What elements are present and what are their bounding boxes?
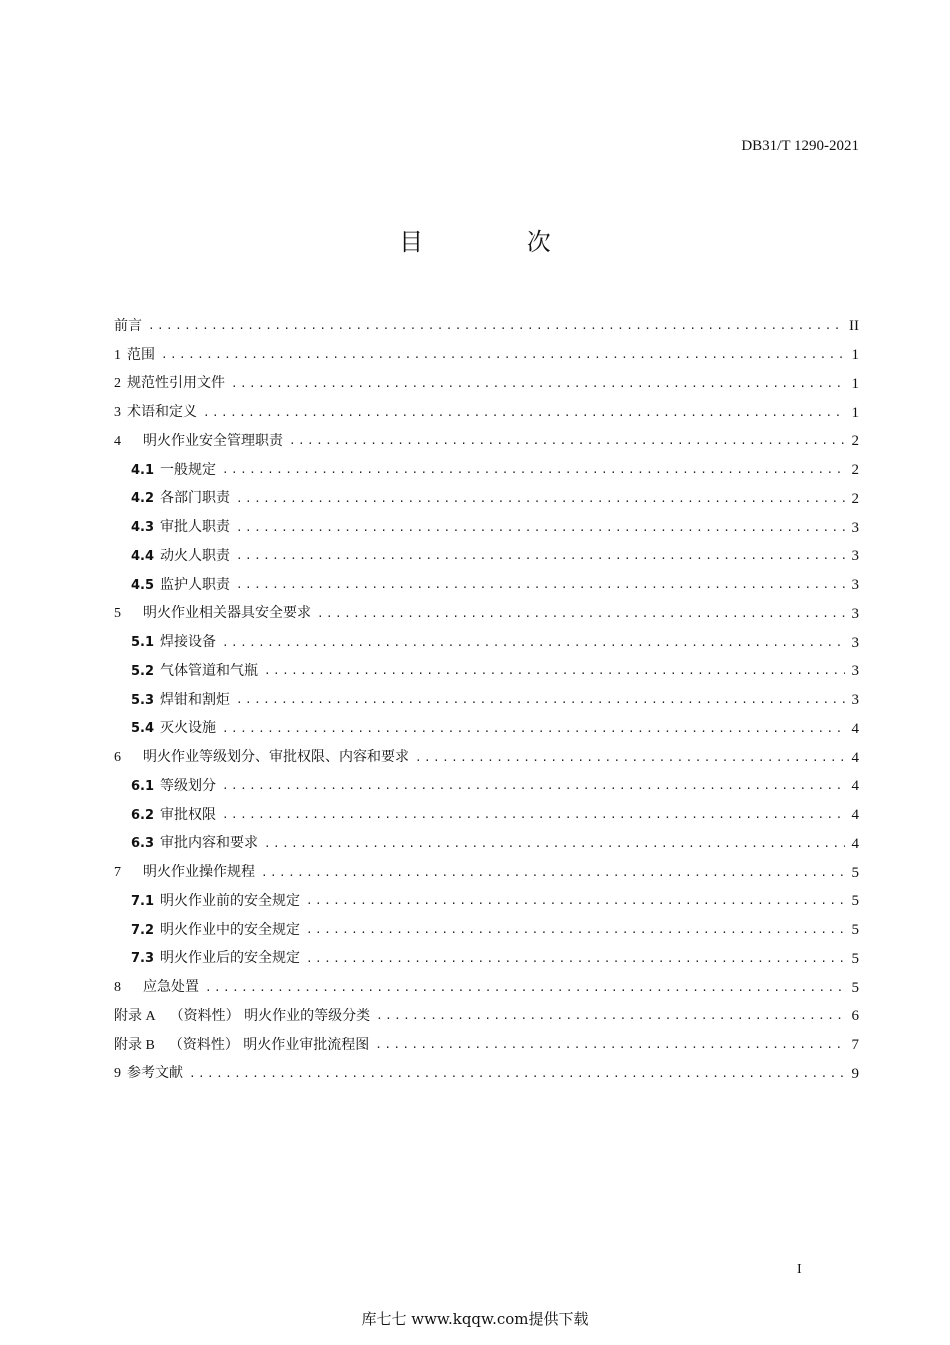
toc-entry-page: 3 [851,605,859,622]
toc-dot-leader [236,489,845,509]
toc-entry-label: 审批人职责 [160,519,231,536]
toc-entry-label: 明火作业等级划分、审批权限、内容和要求 [143,749,409,766]
toc-entry-page: 3 [851,548,859,565]
toc-entry-page: 5 [851,950,859,967]
toc-entry-number: 4.4 [131,548,155,564]
toc-entry-number: 6 [114,750,121,766]
toc-entry-page: 2 [851,462,859,479]
toc-entry[interactable] [114,312,859,341]
toc-entry-number: 8 [114,980,121,996]
toc-entry[interactable] [114,427,859,456]
toc-title: 目 次 [399,228,599,256]
toc-entry-label: 范围 [127,346,155,363]
toc-entry-page: 3 [851,519,859,536]
toc-entry-page: 3 [851,634,859,651]
toc-entry[interactable] [114,513,859,542]
toc-entry[interactable] [114,1031,859,1060]
toc-entry[interactable] [114,715,859,744]
toc-entry-page: 1 [851,404,859,421]
toc-entry[interactable] [114,542,859,571]
toc-dot-leader [231,374,845,394]
toc-entry-label: 明火作业后的安全规定 [160,950,301,967]
toc-entry-page: 4 [851,835,859,852]
toc-entry-title [114,1035,369,1056]
toc-entry-page: 2 [851,490,859,507]
toc-entry-number: 5.4 [131,721,155,737]
toc-entry[interactable] [114,743,859,772]
toc-entry-title [114,862,255,883]
toc-entry-label: （资料性） 明火作业审批流程图 [168,1036,370,1053]
page-number: I [797,1262,802,1277]
toc-entry-page: II [849,318,859,335]
toc-entry-label: 审批内容和要求 [160,835,259,852]
toc-entry-title [114,402,197,423]
toc-dot-leader [261,863,845,883]
toc-entry-label: 各部门职责 [160,490,231,507]
toc-entry-title [131,891,300,912]
toc-dot-leader [236,546,845,566]
toc-entry-number: 6.2 [131,807,155,823]
toc-dot-leader [222,805,845,825]
toc-entry-page: 3 [851,663,859,680]
toc-entry-title [131,517,230,538]
toc-entry-title [131,661,258,682]
toc-entry-label: 审批权限 [160,806,217,823]
toc-entry-label: 明火作业操作规程 [143,864,255,881]
toc-entry-number: 4 [114,433,121,449]
toc-entry-page: 3 [851,692,859,709]
table-of-contents [114,312,859,1088]
toc-entry-title [131,920,300,941]
toc-entry-number: 5.1 [131,635,155,651]
toc-dot-leader [161,345,845,365]
toc-entry[interactable] [114,858,859,887]
toc-entry-number: 4.1 [131,462,155,478]
toc-entry-title [131,718,216,739]
toc-entry[interactable] [114,628,859,657]
toc-entry-page: 4 [851,720,859,737]
toc-dot-leader [236,690,845,710]
toc-entry-title [114,345,155,366]
toc-entry-title [131,575,230,596]
toc-entry-number: 5.2 [131,663,155,679]
toc-entry-number: 5.3 [131,692,155,708]
toc-dot-leader [264,834,845,854]
toc-dot-leader [222,719,845,739]
toc-entry[interactable] [114,887,859,916]
toc-entry-title [131,488,230,509]
toc-entry-label: 焊钳和割炬 [160,691,231,708]
toc-entry-number: 1 [114,347,121,363]
toc-dot-leader [222,633,845,653]
toc-dot-leader [264,661,845,681]
toc-entry-number: 6.1 [131,778,155,794]
toc-entry-label: 前言 [114,318,142,335]
toc-entry-label: 明火作业安全管理职责 [143,432,283,449]
toc-entry-label: 参考文献 [127,1065,183,1082]
toc-entry-page: 4 [851,749,859,766]
toc-entry-label: 焊接设备 [160,634,217,651]
toc-entry-number: 9 [114,1066,121,1082]
toc-entry-number: 7.2 [131,922,155,938]
toc-entry-title [114,373,225,394]
toc-entry-title [114,1006,370,1027]
toc-entry-label: 明火作业相关器具安全要求 [143,605,311,622]
toc-entry-label: 动火人职责 [160,547,231,564]
toc-entry[interactable] [114,772,859,801]
toc-entry-title [114,747,409,768]
toc-dot-leader [289,431,845,451]
toc-entry-page: 5 [851,979,859,996]
toc-entry[interactable] [114,916,859,945]
toc-entry[interactable] [114,485,859,514]
toc-dot-leader [148,316,843,336]
toc-dot-leader [306,949,845,969]
toc-dot-leader [306,920,845,940]
toc-entry-page: 1 [851,375,859,392]
toc-entry-title [114,603,311,624]
toc-entry[interactable] [114,801,859,830]
toc-dot-leader [236,518,845,538]
toc-entry-title [131,690,230,711]
toc-entry-title [131,948,300,969]
toc-entry-page: 5 [851,893,859,910]
toc-entry-number: 附录 A [114,1008,156,1024]
toc-entry-page: 2 [851,433,859,450]
toc-dot-leader [306,891,845,911]
toc-entry[interactable] [114,1060,859,1089]
document-code: DB31/T 1290-2021 [741,138,859,154]
toc-entry-label: 一般规定 [160,461,217,478]
toc-entry[interactable] [114,657,859,686]
toc-dot-leader [236,575,845,595]
toc-dot-leader [222,776,845,796]
toc-dot-leader [376,1006,845,1026]
toc-entry-number: 6.3 [131,836,155,852]
toc-entry-title [131,833,258,854]
toc-entry[interactable] [114,341,859,370]
toc-entry-number: 附录 B [114,1037,155,1053]
toc-entry-title [114,977,199,998]
toc-entry-title [131,632,216,653]
toc-dot-leader [203,403,845,423]
footer-watermark-text: 库七七 www.kqqw.com提供下载 [361,1310,589,1328]
toc-entry-page: 6 [851,1008,859,1025]
toc-entry-label: 规范性引用文件 [127,375,225,392]
toc-entry-number: 5 [114,606,121,622]
toc-entry-label: （资料性） 明火作业的等级分类 [169,1007,371,1024]
toc-entry-page: 5 [851,922,859,939]
toc-entry[interactable] [114,973,859,1002]
toc-entry-number: 7.1 [131,893,155,909]
toc-entry[interactable] [114,686,859,715]
toc-entry-number: 3 [114,405,121,421]
toc-entry-title [114,431,283,452]
toc-dot-leader [317,604,845,624]
toc-entry-title [131,805,216,826]
toc-entry[interactable] [114,398,859,427]
toc-entry-label: 气体管道和气瓶 [160,662,259,679]
toc-entry-label: 等级划分 [160,777,217,794]
toc-entry[interactable] [114,571,859,600]
toc-dot-leader [205,978,845,998]
toc-dot-leader [222,460,845,480]
toc-entry[interactable] [114,1002,859,1031]
toc-entry-number: 2 [114,376,121,392]
toc-entry[interactable] [114,456,859,485]
toc-entry-page: 1 [851,347,859,364]
toc-entry-number: 4.2 [131,491,155,507]
toc-entry-label: 明火作业前的安全规定 [160,892,301,909]
toc-entry-page: 3 [851,577,859,594]
toc-entry-number: 4.5 [131,577,155,593]
toc-entry-label: 术语和定义 [127,404,197,421]
toc-dot-leader [375,1035,845,1055]
toc-entry-number: 7.3 [131,951,155,967]
toc-entry-number: 7 [114,865,121,881]
toc-entry-number: 4.3 [131,520,155,536]
toc-entry-page: 9 [851,1065,859,1082]
toc-dot-leader [415,748,845,768]
toc-entry[interactable] [114,830,859,859]
toc-entry-label: 监护人职责 [160,576,231,593]
toc-entry-title [131,776,216,797]
toc-entry[interactable] [114,370,859,399]
toc-entry-label: 应急处置 [143,979,199,996]
toc-entry-page: 7 [851,1037,859,1054]
toc-entry-label: 明火作业中的安全规定 [160,921,301,938]
toc-entry[interactable] [114,600,859,629]
toc-entry[interactable] [114,945,859,974]
toc-entry-title [114,1063,183,1084]
toc-dot-leader [189,1064,845,1084]
toc-entry-title [131,546,230,567]
toc-entry-title [131,460,216,481]
toc-entry-label: 灭火设施 [160,720,217,737]
toc-entry-page: 5 [851,864,859,881]
toc-entry-title [114,316,142,336]
toc-entry-page: 4 [851,807,859,824]
toc-entry-page: 4 [851,778,859,795]
